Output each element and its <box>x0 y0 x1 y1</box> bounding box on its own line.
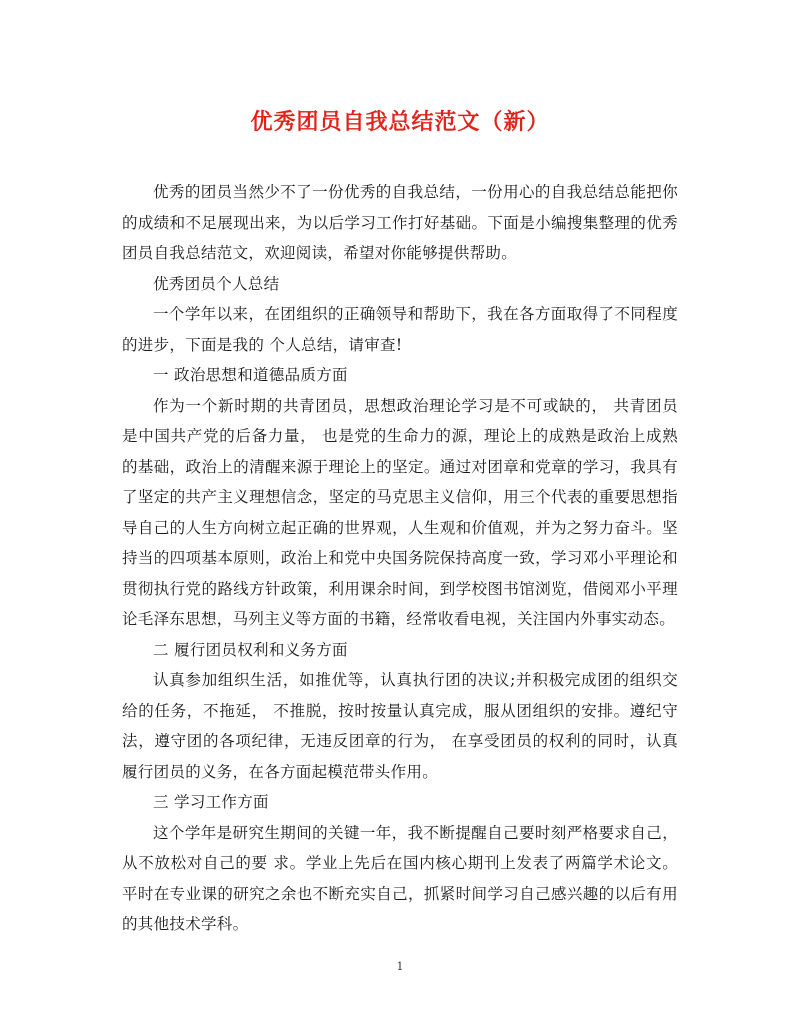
paragraph-year-overview: 一个学年以来，在团组织的正确领导和帮助下，我在各方面取得了不同程度的进步，下面是我的 个人总结，请审查! <box>122 305 678 354</box>
section-heading-rights-duties: 二 履行团员权利和义务方面 <box>153 640 348 659</box>
paragraph-political-moral: 作为一个新时期的共青团员，思想政治理论学习是不可或缺的， 共青团员是中国共产党的后备力量， 也是党的生命力的源，理论上的成熟是政治上成熟的基础，政治上的清醒来源于理论上的坚定。通过对团章和党章的学习，我具有了坚定的共产主义理想信念，坚定的马克思主义信仰，用三个代表的重要思想指导自己的人生方向树立起正确的世界观，人生观和价值观，并为之努力奋斗。坚持当的四项基本原则，政治上和党中央国务院保持高度一致，学习邓小平理论和贯彻执行党的路线方针政策，利用课余时间，到学校图书馆浏览，借阅邓小平理论毛泽东思想，马列主义等方面的书籍，经常收看电视，关注国内外事实动态。 <box>122 396 678 628</box>
paragraph-rights-duties: 认真参加组织生活，如推优等，认真执行团的决议;并积极完成团的组织交给的任务，不拖延， 不推脱，按时按量认真完成，服从团组织的安排。遵纪守法，遵守团的各项纪律，无违反团章的行为， 在享受团员的权利的同时，认真履行团员的义务，在各方面起模范带头作用。 <box>122 671 678 781</box>
section-heading-personal-summary: 优秀团员个人总结 <box>153 274 280 293</box>
page-number: 1 <box>396 960 404 973</box>
paragraph-intro: 优秀的团员当然少不了一份优秀的自我总结，一份用心的自我总结总能把你的成绩和不足展现出来，为以后学习工作打好基础。下面是小编搜集整理的优秀团员自我总结范文，欢迎阅读，希望对你能够提供帮助。 <box>122 183 678 262</box>
paragraph-study-work: 这个学年是研究生期间的关键一年，我不断提醒自己要时刻严格要求自己，从不放松对自己的要 求。学业上先后在国内核心期刊上发表了两篇学术论文。平时在专业课的研究之余也不断充实自己，抓紧时间学习自己感兴趣的以后有用的其他技术学科。 <box>122 823 678 933</box>
section-heading-study-work: 三 学习工作方面 <box>153 793 269 811</box>
document-body <box>122 177 678 940</box>
document-title: 优秀团员自我总结范文（新） <box>250 109 550 135</box>
section-heading-political-moral: 一 政治思想和道德品质方面 <box>153 366 348 384</box>
